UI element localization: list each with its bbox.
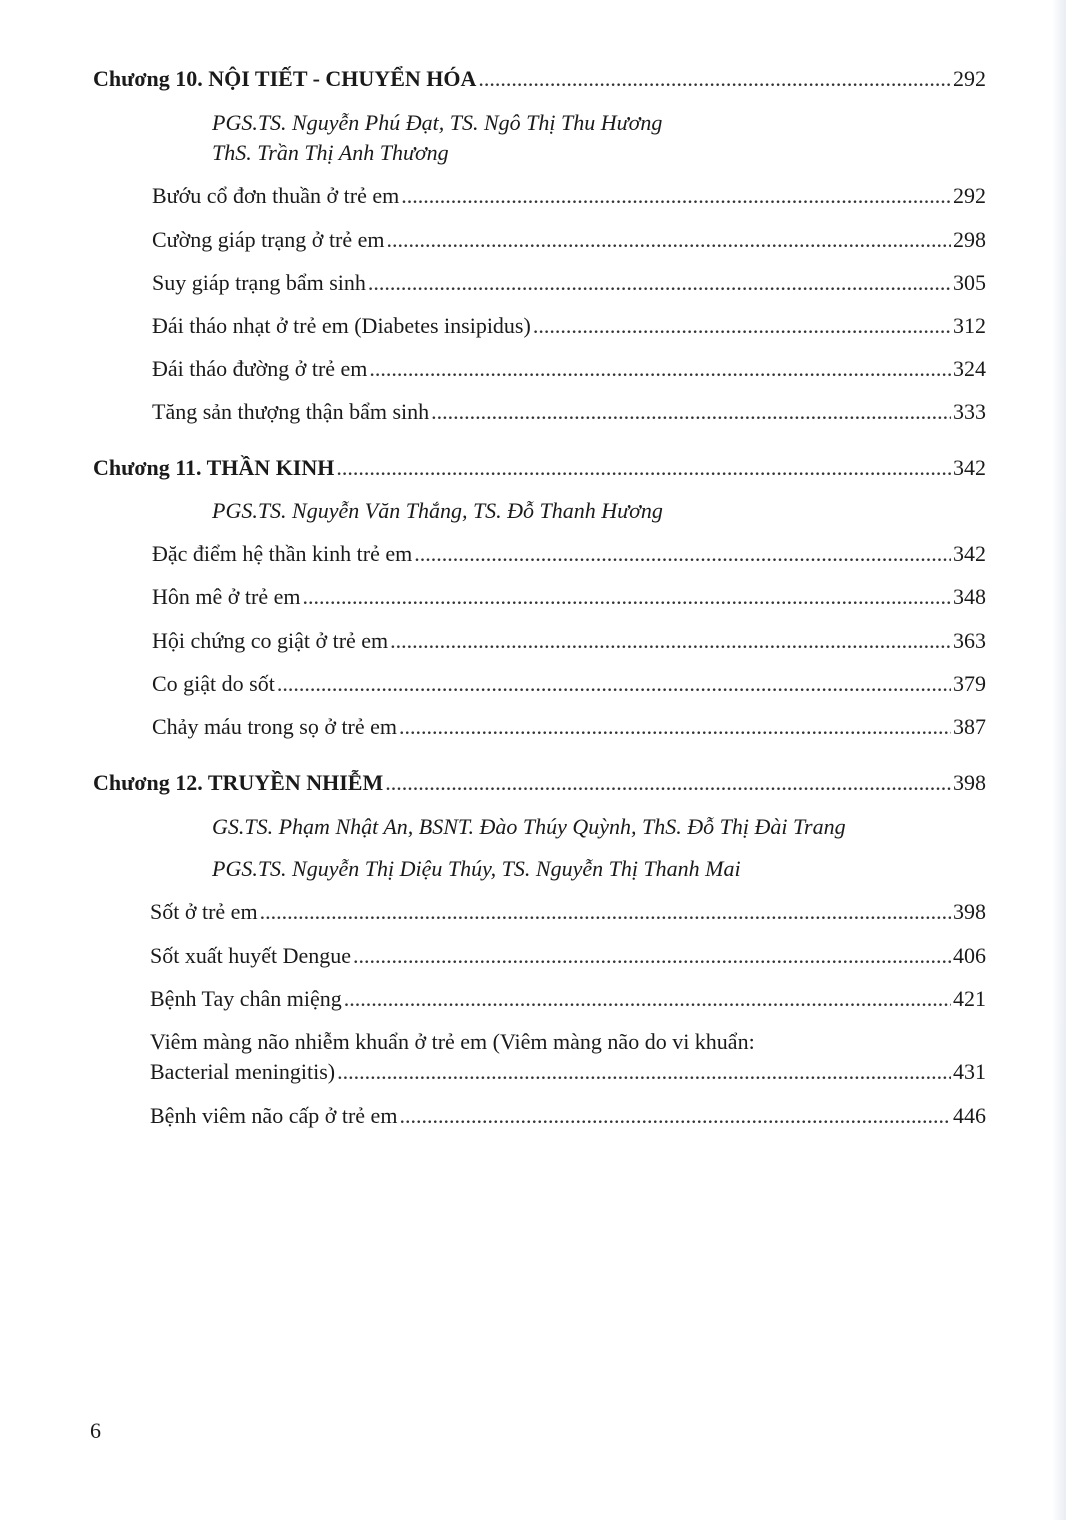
chapter-title: Chương 10. NỘI TIẾT - CHUYỂN HÓA bbox=[93, 66, 477, 91]
entry-title: Cường giáp trạng ở trẻ em bbox=[152, 227, 385, 252]
page-ref: 398 bbox=[953, 899, 986, 924]
chapter-11-row bbox=[93, 455, 986, 481]
leader-dots bbox=[353, 943, 951, 969]
page-ref: 421 bbox=[953, 986, 986, 1011]
entry-title: Đái tháo nhạt ở trẻ em (Diabetes insipidus) bbox=[152, 313, 531, 338]
toc-entry bbox=[152, 714, 986, 740]
toc-entry bbox=[152, 183, 986, 209]
entry-title: Sốt xuất huyết Dengue bbox=[150, 943, 352, 968]
page-ref: 431 bbox=[953, 1059, 986, 1084]
page-ref: 298 bbox=[953, 227, 986, 252]
page-ref: 342 bbox=[953, 455, 986, 480]
author-line: PGS.TS. Nguyễn Thị Diệu Thúy, TS. Nguyễn Thị Thanh Mai bbox=[212, 856, 741, 881]
page-ref: 379 bbox=[953, 671, 986, 696]
toc-entry bbox=[152, 313, 986, 339]
leader-dots bbox=[368, 270, 951, 296]
leader-dots bbox=[277, 671, 951, 697]
leader-dots bbox=[533, 313, 951, 339]
entry-line2 bbox=[150, 1057, 986, 1087]
entry-title: Bệnh viêm não cấp ở trẻ em bbox=[150, 1103, 398, 1128]
page-ref: 398 bbox=[953, 770, 986, 795]
page-ref: 333 bbox=[953, 399, 986, 424]
leader-dots bbox=[337, 1057, 951, 1087]
toc-entry-multiline bbox=[150, 1027, 986, 1087]
entry-title-line2: Bacterial meningitis) bbox=[150, 1059, 336, 1084]
page-ref: 292 bbox=[953, 66, 986, 91]
toc-entry bbox=[152, 356, 986, 382]
toc-entry bbox=[152, 399, 986, 425]
page-ref: 406 bbox=[953, 943, 986, 968]
toc-entry bbox=[152, 227, 986, 253]
entry-title: Bướu cổ đơn thuần ở trẻ em bbox=[152, 183, 400, 208]
entry-title: Đái tháo đường ở trẻ em bbox=[152, 356, 368, 381]
entry-title: Hôn mê ở trẻ em bbox=[152, 584, 301, 609]
entry-title: Tăng sản thượng thận bẩm sinh bbox=[152, 399, 430, 424]
leader-dots bbox=[387, 227, 951, 253]
page-number: 6 bbox=[90, 1418, 101, 1443]
author-line: PGS.TS. Nguyễn Phú Đạt, TS. Ngô Thị Thu Hương bbox=[212, 110, 663, 135]
toc-entry bbox=[150, 943, 986, 969]
page-ref: 324 bbox=[953, 356, 986, 381]
leader-dots bbox=[431, 399, 951, 425]
author-line: ThS. Trần Thị Anh Thương bbox=[212, 140, 449, 165]
leader-dots bbox=[302, 584, 951, 610]
author-line: GS.TS. Phạm Nhật An, BSNT. Đào Thúy Quỳnh, ThS. Đỗ Thị Đài Trang bbox=[212, 814, 846, 839]
page-ref: 348 bbox=[953, 584, 986, 609]
entry-title: Đặc điểm hệ thần kinh trẻ em bbox=[152, 541, 413, 566]
chapter-12-row bbox=[93, 770, 986, 796]
page-ref: 305 bbox=[953, 270, 986, 295]
entry-title: Sốt ở trẻ em bbox=[150, 899, 258, 924]
leader-dots bbox=[260, 899, 951, 925]
toc-entry bbox=[150, 986, 986, 1012]
entry-title: Hội chứng co giật ở trẻ em bbox=[152, 628, 389, 653]
chapter-title: Chương 11. THẦN KINH bbox=[93, 455, 335, 480]
page-ref: 363 bbox=[953, 628, 986, 653]
toc-entry bbox=[152, 628, 986, 654]
page-ref: 446 bbox=[953, 1103, 986, 1128]
leader-dots bbox=[414, 541, 951, 567]
chapter-10-row bbox=[93, 66, 986, 92]
author-line: PGS.TS. Nguyễn Văn Thắng, TS. Đỗ Thanh Hương bbox=[212, 498, 663, 523]
page-ref: 387 bbox=[953, 714, 986, 739]
leader-dots bbox=[478, 66, 951, 92]
leader-dots bbox=[385, 770, 951, 796]
toc-entry bbox=[152, 541, 986, 567]
entry-title: Co giật do sốt bbox=[152, 671, 275, 696]
entry-title: Suy giáp trạng bẩm sinh bbox=[152, 270, 366, 295]
leader-dots bbox=[344, 986, 951, 1012]
leader-dots bbox=[399, 1103, 951, 1129]
toc-entry bbox=[152, 584, 986, 610]
page-edge bbox=[1052, 0, 1066, 1520]
toc-entry bbox=[150, 1103, 986, 1129]
entry-title: Bệnh Tay chân miệng bbox=[150, 986, 342, 1011]
leader-dots bbox=[399, 714, 951, 740]
leader-dots bbox=[390, 628, 951, 654]
toc-entry bbox=[150, 899, 986, 925]
chapter-title: Chương 12. TRUYỀN NHIỄM bbox=[93, 770, 384, 795]
entry-title-line1: Viêm màng não nhiễm khuẩn ở trẻ em (Viêm màng não do vi khuẩn: bbox=[150, 1029, 755, 1054]
leader-dots bbox=[369, 356, 951, 382]
page-ref: 312 bbox=[953, 313, 986, 338]
leader-dots bbox=[401, 183, 951, 209]
page-ref: 342 bbox=[953, 541, 986, 566]
entry-title: Chảy máu trong sọ ở trẻ em bbox=[152, 714, 398, 739]
leader-dots bbox=[336, 455, 951, 481]
toc-entry bbox=[152, 270, 986, 296]
toc-entry bbox=[152, 671, 986, 697]
page-ref: 292 bbox=[953, 183, 986, 208]
